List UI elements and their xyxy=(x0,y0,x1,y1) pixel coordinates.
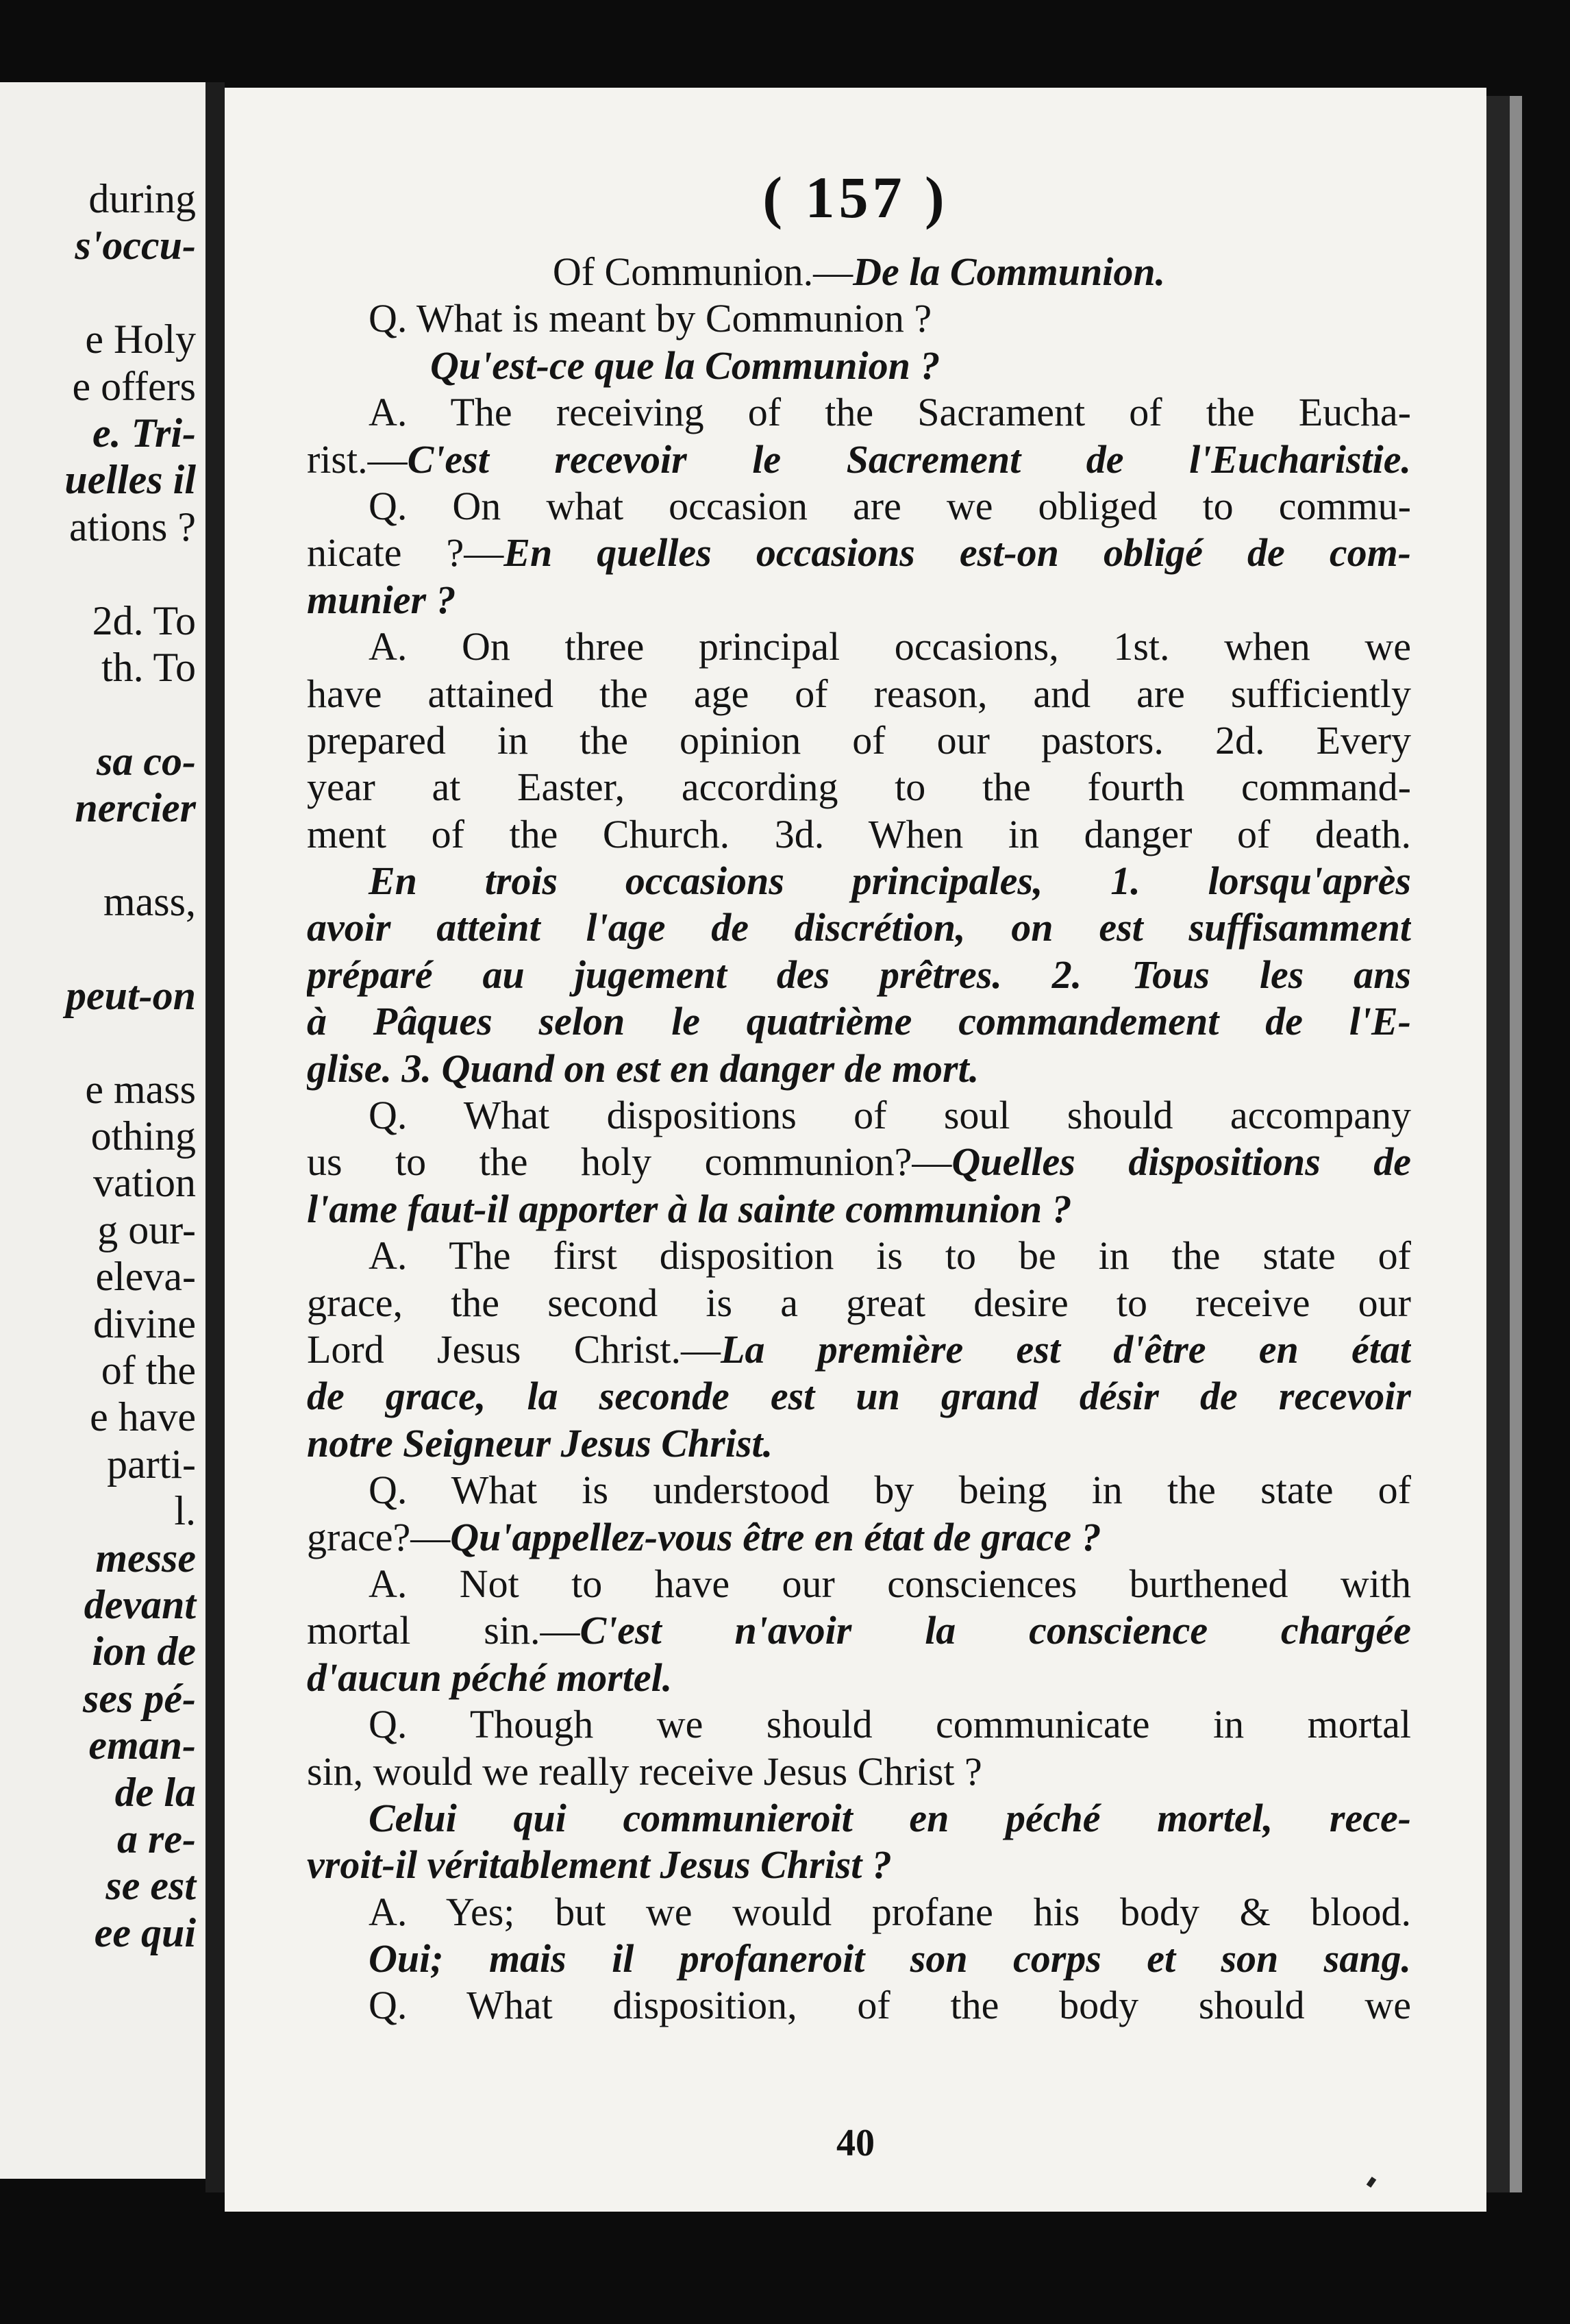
left-page-fragment: sa co- xyxy=(97,738,196,784)
text-line xyxy=(307,1233,1411,1279)
left-page-fragment: ee qui xyxy=(94,1909,196,1955)
text-line xyxy=(307,904,1411,951)
french-text: à Pâques selon le quatrième commandement de l'E- xyxy=(307,999,1411,1044)
english-text: nicate ?— xyxy=(307,530,504,576)
left-page-fragment: peut-on xyxy=(65,972,196,1018)
english-text: A. On three principal occasions, 1st. when we xyxy=(369,624,1411,669)
text-line xyxy=(307,1139,1411,1185)
text-line xyxy=(307,1046,1411,1092)
left-page-fragment: eleva- xyxy=(95,1254,196,1300)
text-line xyxy=(307,1514,1411,1561)
left-page-fragment: during xyxy=(88,176,196,221)
text-line xyxy=(307,998,1411,1045)
text-line xyxy=(307,1889,1411,1936)
english-text: Q. What disposition, of the body should we xyxy=(369,1983,1411,2028)
page-number: ( 157 ) xyxy=(762,164,949,230)
text-line xyxy=(307,1420,1411,1467)
text-line xyxy=(307,1655,1411,1701)
text-line xyxy=(307,717,1411,764)
left-page-fragment: messe xyxy=(95,1535,196,1581)
left-page-fragment: ses pé- xyxy=(83,1675,196,1721)
left-page-fragment: of the xyxy=(101,1348,196,1393)
french-text: Celui qui communieroit en péché mortel, rece- xyxy=(369,1795,1411,1840)
text-line xyxy=(307,1467,1411,1513)
text-line xyxy=(307,1607,1411,1654)
left-page-fragment: de la xyxy=(114,1769,196,1815)
left-page-fragment: 2d. To xyxy=(92,597,196,643)
french-text: vroit-il véritablement Jesus Christ ? xyxy=(307,1842,892,1888)
text-line xyxy=(307,1748,1411,1795)
ink-speck xyxy=(1367,2177,1377,2188)
french-text: C'est recevoir le Sacrement de l'Eucharistie. xyxy=(407,436,1411,482)
text-line xyxy=(307,343,1411,389)
english-text: Q. What is understood by being in the state of xyxy=(369,1468,1411,1513)
english-text: rist.— xyxy=(307,436,408,482)
text-line xyxy=(307,483,1411,530)
french-text: préparé au jugement des prêtres. 2. Tous les ans xyxy=(307,952,1411,997)
french-text: Qu'appellez-vous être en état de grace ? xyxy=(450,1514,1101,1559)
english-text: mortal sin.— xyxy=(307,1608,580,1653)
left-page-fragment: eman- xyxy=(88,1722,196,1768)
english-text: Of Communion.— xyxy=(552,249,853,294)
text-line xyxy=(307,389,1411,436)
book-gutter xyxy=(205,82,225,2192)
text-line xyxy=(307,249,1411,295)
english-text: us to the holy communion?— xyxy=(307,1139,952,1185)
french-text: Oui; mais il profaneroit son corps et son sang. xyxy=(369,1936,1411,1981)
english-text: prepared in the opinion of our pastors. 2d. Every xyxy=(307,717,1411,763)
left-page-fragment: mass, xyxy=(103,879,196,924)
left-page-fragment: parti- xyxy=(107,1441,196,1487)
french-text: de grace, la seconde est un grand désir de recevoir xyxy=(307,1374,1411,1419)
text-line xyxy=(307,858,1411,904)
french-text: d'aucun péché mortel. xyxy=(307,1655,673,1700)
text-line xyxy=(307,671,1411,717)
left-page-fragment: nercier xyxy=(75,785,196,831)
left-page-fragment: s'occu- xyxy=(75,223,196,269)
left-page xyxy=(0,82,205,2179)
french-text: Quelles dispositions de xyxy=(951,1139,1411,1185)
french-text: munier ? xyxy=(307,577,456,622)
text-line xyxy=(307,1092,1411,1139)
left-page-fragment: e. Tri- xyxy=(92,410,196,456)
english-text: sin, would we really receive Jesus Christ ? xyxy=(307,1748,982,1794)
text-line xyxy=(307,530,1411,576)
signature-mark: 40 xyxy=(836,2122,875,2164)
text-line xyxy=(307,1561,1411,1607)
text-line xyxy=(307,1795,1411,1842)
french-text: l'ame faut-il apporter à la sainte communion ? xyxy=(307,1186,1072,1231)
left-page-fragment: e mass xyxy=(85,1066,196,1112)
english-text: Q. What is meant by Communion ? xyxy=(369,296,932,341)
text-line xyxy=(307,1326,1411,1373)
text-line xyxy=(307,1373,1411,1420)
english-text: have attained the age of reason, and are sufficiently xyxy=(307,671,1411,716)
text-line xyxy=(307,1280,1411,1326)
french-text: notre Seigneur Jesus Christ. xyxy=(307,1420,773,1466)
text-line xyxy=(307,764,1411,811)
text-line xyxy=(307,952,1411,998)
left-page-fragment: devant xyxy=(84,1582,196,1627)
left-page-fragment: se est xyxy=(105,1863,196,1909)
text-line xyxy=(307,436,1411,483)
left-page-fragment: vation xyxy=(93,1160,196,1206)
left-page-fragment: l. xyxy=(174,1488,196,1534)
french-text: En trois occasions principales, 1. lorsqu'après xyxy=(369,858,1411,904)
left-page-fragment: ations ? xyxy=(69,504,196,549)
english-text: A. Not to have our consciences burthened with xyxy=(369,1561,1411,1606)
english-text: A. The first disposition is to be in the state of xyxy=(369,1233,1411,1278)
english-text: Q. Though we should communicate in mortal xyxy=(369,1702,1411,1747)
text-line xyxy=(307,577,1411,623)
english-text: A. Yes; but we would profane his body & blood. xyxy=(369,1889,1411,1934)
french-text: avoir atteint l'age de discrétion, on est suffisamment xyxy=(307,905,1411,950)
french-text: La première est d'être en état xyxy=(721,1326,1411,1372)
english-text: Q. On what occasion are we obliged to commu- xyxy=(369,483,1411,528)
page-text xyxy=(307,249,1411,2029)
left-page-fragment: e offers xyxy=(72,363,196,409)
english-text: grace?— xyxy=(307,1514,451,1559)
left-page-fragment: divine xyxy=(93,1300,196,1346)
left-page-fragment: ion de xyxy=(92,1629,196,1674)
text-line xyxy=(307,623,1411,670)
english-text: year at Easter, according to the fourth command- xyxy=(307,765,1411,810)
left-page-fragment: e have xyxy=(90,1394,196,1440)
left-page-fragment: th. To xyxy=(101,645,196,690)
french-text: Qu'est-ce que la Communion ? xyxy=(430,343,940,388)
french-text: glise. 3. Quand on est en danger de mort. xyxy=(307,1046,980,1091)
text-line xyxy=(307,295,1411,342)
french-text: De la Communion. xyxy=(853,249,1166,294)
english-text: ment of the Church. 3d. When in danger of death. xyxy=(307,811,1411,856)
page-edge-highlight xyxy=(1510,96,1522,2192)
text-line xyxy=(307,1701,1411,1748)
text-line xyxy=(307,1982,1411,2029)
text-line xyxy=(307,811,1411,858)
english-text: Lord Jesus Christ.— xyxy=(307,1326,721,1372)
left-page-fragment: a re- xyxy=(117,1816,196,1862)
left-page-fragment: e Holy xyxy=(85,317,196,362)
french-text: C'est n'avoir la conscience chargée xyxy=(580,1608,1411,1653)
english-text: A. The receiving of the Sacrament of the Eucha- xyxy=(369,390,1411,435)
left-page-fragment: g our- xyxy=(97,1207,196,1252)
left-page-fragment: othing xyxy=(90,1113,196,1159)
text-line xyxy=(307,1936,1411,1982)
left-page-fragment: uelles il xyxy=(64,457,196,503)
text-line xyxy=(307,1186,1411,1233)
english-text: Q. What dispositions of soul should accompany xyxy=(369,1093,1411,1138)
text-line xyxy=(307,1842,1411,1888)
english-text: grace, the second is a great desire to receive our xyxy=(307,1280,1411,1325)
french-text: En quelles occasions est-on obligé de com- xyxy=(503,530,1411,576)
right-page xyxy=(225,88,1486,2212)
